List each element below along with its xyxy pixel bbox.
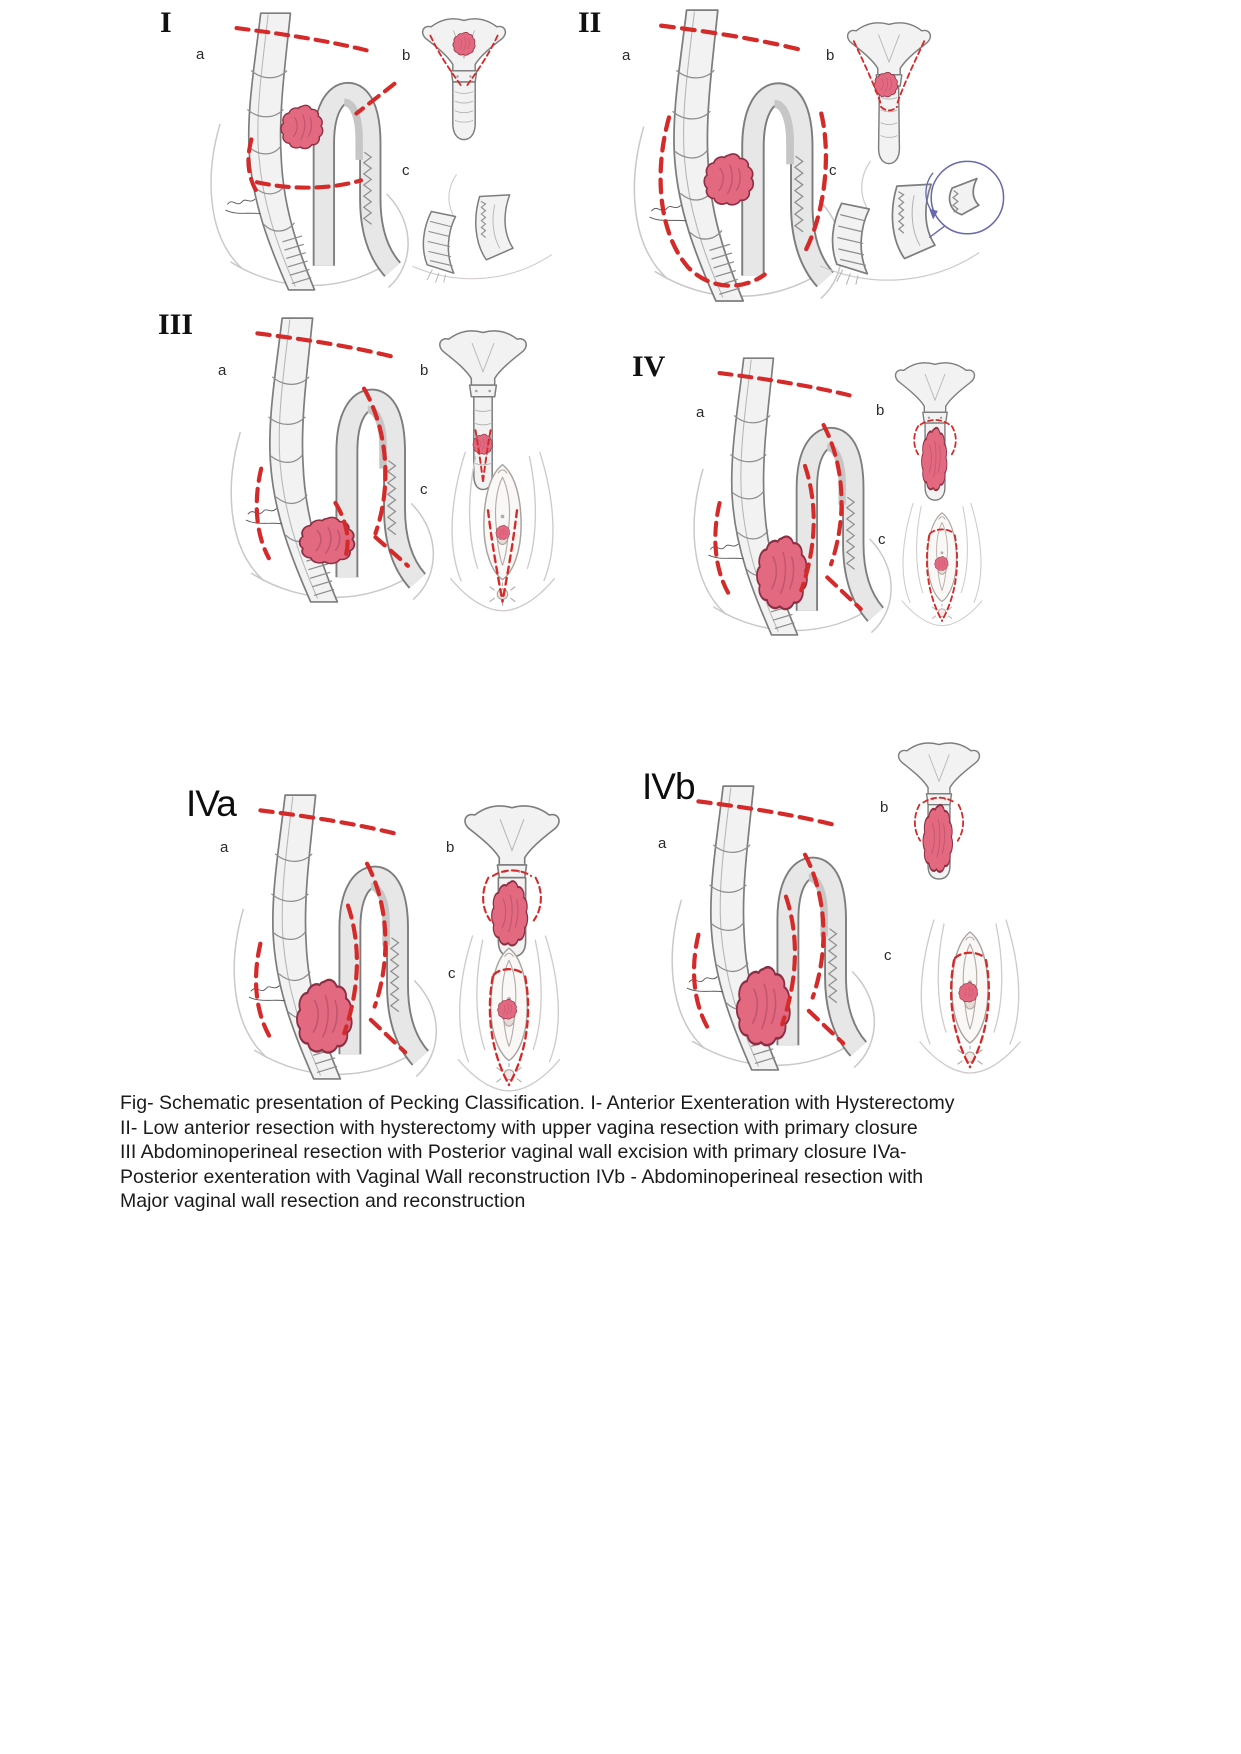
panel-III-sublabel-c: c	[420, 481, 428, 498]
caption-line: III Abdominoperineal resection with Posterior vaginal wall excision with primary closure IVa-	[120, 1141, 907, 1164]
panel-I-perineal-sketch-illustration	[408, 168, 558, 285]
uterus-base	[899, 743, 980, 805]
panel-I-sagittal-pelvis-illustration	[205, 10, 400, 295]
panel-I-uterus-illustration	[420, 18, 508, 146]
panel-IVa-sublabel-b: b	[446, 839, 455, 856]
caption-line: Major vaginal wall resection and reconstruction	[120, 1190, 526, 1213]
uterus-base	[440, 331, 526, 397]
caption-line: Posterior exenteration with Vaginal Wall reconstruction IVb - Abdominoperineal resection with	[120, 1165, 924, 1188]
panel-IV-sublabel-b: b	[876, 402, 885, 419]
leader-line	[929, 226, 944, 237]
uterus-base	[896, 363, 975, 423]
panel-II-label: II	[578, 6, 602, 39]
resection-line	[952, 426, 956, 454]
perineal-sketch-base	[413, 175, 551, 283]
panel-IV-sagittal-pelvis-illustration	[688, 358, 883, 637]
panel-IVa-sublabel-c: c	[448, 965, 456, 982]
panel-II-sublabel-c: c	[829, 162, 837, 179]
panel-I-label: I	[160, 6, 172, 39]
panel-I-sublabel-b: b	[402, 47, 411, 64]
panel-III-sagittal-pelvis-illustration	[225, 318, 425, 604]
panel-II-sagittal-pelvis-illustration	[628, 10, 833, 303]
panel-III-sublabel-b: b	[420, 362, 429, 379]
panel-III-vulva-illustration	[430, 448, 575, 614]
panel-III-sublabel-a: a	[218, 362, 227, 379]
panel-II-sublabel-b: b	[826, 47, 835, 64]
panel-IVa-sublabel-a: a	[220, 839, 229, 856]
panel-IVa-label: IVa	[186, 783, 236, 824]
resection-line	[483, 878, 490, 921]
tumor-mass	[704, 154, 753, 205]
panel-IVb-uterus-illustration	[896, 742, 982, 887]
uterus-base	[465, 806, 559, 878]
panel-II-sublabel-a: a	[622, 47, 631, 64]
resection-line	[915, 805, 920, 841]
panel-IVa-sagittal-pelvis-illustration	[228, 795, 428, 1081]
resection-line	[914, 426, 918, 454]
panel-IVb-sublabel-b: b	[880, 799, 889, 816]
caption-line: II- Low anterior resection with hysterectomy with upper vagina resection with primary closure	[120, 1116, 918, 1139]
panel-IV-sublabel-c: c	[878, 531, 886, 548]
panel-IV-vulva-illustration	[886, 500, 998, 628]
panel-IVb-sublabel-a: a	[658, 835, 667, 852]
panel-IVb-sublabel-c: c	[884, 947, 892, 964]
perineal-sketch-base	[821, 161, 979, 284]
panel-IV-label: IV	[632, 350, 666, 383]
panel-I-sublabel-a: a	[196, 46, 205, 63]
resection-line	[534, 878, 541, 921]
panel-IVb-label: IVb	[642, 766, 695, 807]
panel-IV-uterus-illustration	[893, 362, 977, 507]
panel-II-perineal-sketch-illustration	[815, 148, 1015, 291]
panel-III-label: III	[158, 308, 194, 341]
pelvis-sagittal-base	[211, 13, 411, 290]
panel-IVb-vulva-illustration	[900, 916, 1040, 1076]
panel-IVb-sagittal-pelvis-illustration	[666, 786, 866, 1072]
panel-IVa-vulva-illustration	[438, 932, 580, 1094]
panel-IV-sublabel-a: a	[696, 404, 705, 421]
resection-line	[958, 805, 963, 841]
figure-caption	[120, 1091, 1030, 1214]
caption-line: Fig- Schematic presentation of Pecking Classification. I- Anterior Exenteration with Hysterectomy	[120, 1092, 955, 1114]
resection-line	[257, 469, 269, 559]
tumor-mass	[281, 105, 323, 148]
panel-I-sublabel-c: c	[402, 162, 410, 179]
